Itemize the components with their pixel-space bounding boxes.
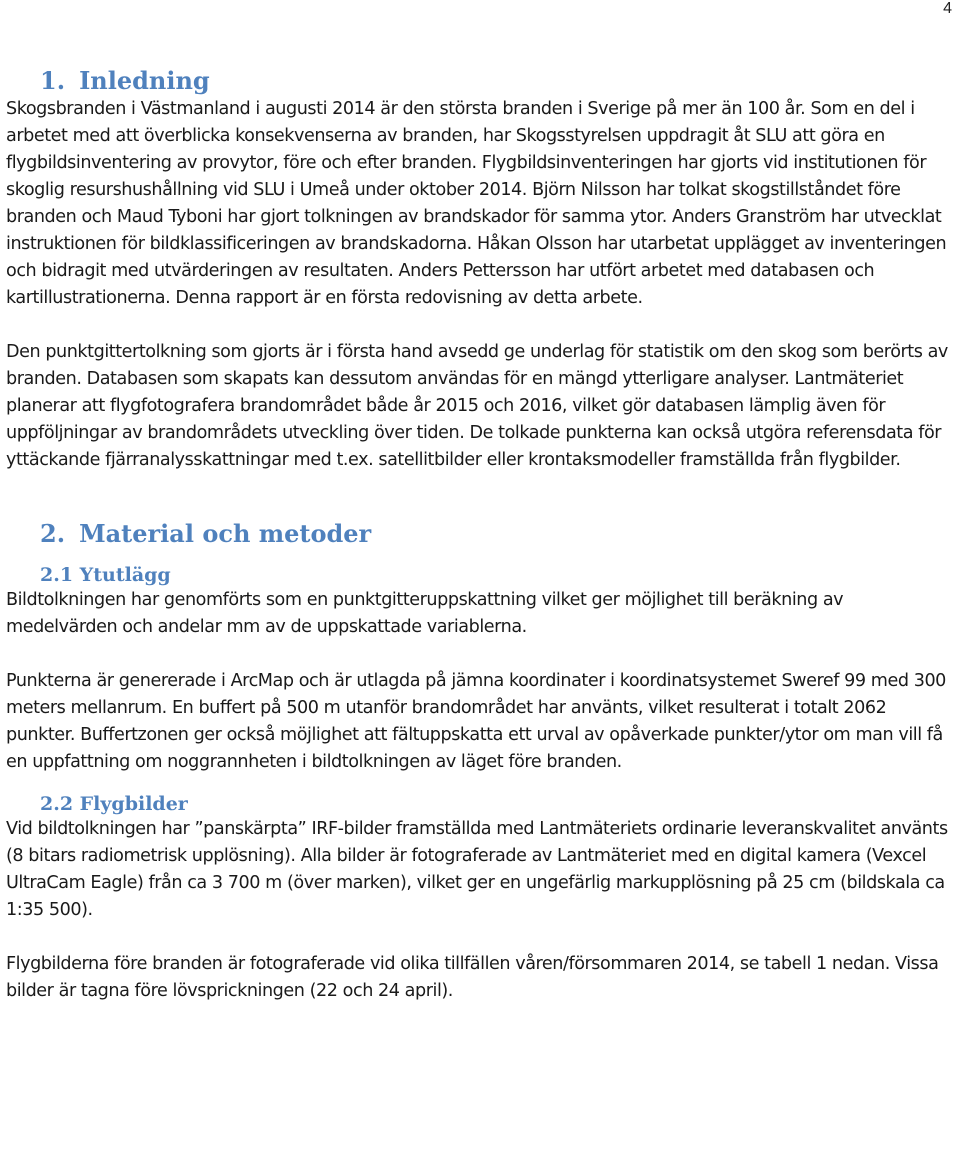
section-number: 2. <box>40 519 66 548</box>
paragraph-flygbilderna: Flygbilderna före branden är fotograferade vid olika tillfällen våren/försommaren 2014, se tabell 1 nedan. Vissa bilder är tagna före lövsprickningen (22 och 24 april). <box>6 954 939 1001</box>
subsection-heading-flygbilder: 2.2 Flygbilder <box>40 793 188 815</box>
paragraph-punktgitter: Den punktgittertolkning som gjorts är i första hand avsedd ge underlag för statistik om den skog som berörts av branden. Databasen som skapats kan dessutom användas för en mängd ytterligare analyser. Lantmäteriet planerar att flygfotografera brandområdet både år 2015 och 2016, vilket gör databasen lämplig även för uppföljningar av brandområdets utveckling över tiden. De tolkade punkterna kan också utgöra referensdata för yttäckande fjärranalysskattningar med t.ex. satellitbilder eller krontaksmodeller framställda från flygbilder. <box>6 342 948 470</box>
section-heading-inledning <box>40 66 954 96</box>
paragraph-irf-bilder: Vid bildtolkningen har ”panskärpta” IRF-bilder framställda med Lantmäteriets ordinarie leveranskvalitet använts (8 bitars radiometrisk upplösning). Alla bilder är fotograferade av Lantmäteriet med en digital kamera (Vexcel UltraCam Eagle) från ca 3 700 m (över marken), vilket ger en ungefärlig markupplösning på 25 cm (bildskala ca 1:35 500). <box>6 819 948 920</box>
document-body <box>6 66 954 1005</box>
subsection-heading-ytutlagg: 2.1 Ytutlägg <box>40 564 171 586</box>
paragraph-bildtolkning: Bildtolkningen har genomförts som en punktgitteruppskattning vilket ger möjlighet till beräkning av medelvärden och andelar mm av de uppskattade variablerna. <box>6 590 844 637</box>
section-number: 1. <box>40 66 66 95</box>
page-number: 4 <box>943 0 952 17</box>
paragraph-intro: Skogsbranden i Västmanland i augusti 2014 är den största branden i Sverige på mer än 100 år. Som en del i arbetet med att överblicka konsekvenserna av branden, har Skogsstyrelsen uppdragit åt SLU att göra en flygbildsinventering av provytor, före och efter branden. Flygbildsinventeringen har gjorts vid institutionen för skoglig resurshushållning vid SLU i Umeå under oktober 2014. Björn Nilsson har tolkat skogstillståndet före branden och Maud Tyboni har gjort tolkningen av brandskador för samma ytor. Anders Granström har utvecklat instruktionen för bildklassificeringen av brandskadorna. Håkan Olsson har utarbetat upplägget av inventeringen och bidragit med utvärderingen av resultaten. Anders Pettersson har utfört arbetet med databasen och kartillustrationerna. Denna rapport är en första redovisning av detta arbete. <box>6 99 947 308</box>
paragraph-punkterna: Punkterna är genererade i ArcMap och är utlagda på jämna koordinater i koordinatsystemet Sweref 99 med 300 meters mellanrum. En buffert på 500 m utanför brandområdet har använts, vilket resulterat i totalt 2062 punkter. Buffertzonen ger också möjlighet att fältuppskatta ett urval av opåverkade punkter/ytor om man vill få en uppfattning om noggrannheten i bildtolkningen av läget före branden. <box>6 671 946 772</box>
section-heading-material-och-metoder <box>40 519 954 549</box>
section-title: Inledning <box>79 66 210 95</box>
section-title: Material och metoder <box>79 519 372 548</box>
